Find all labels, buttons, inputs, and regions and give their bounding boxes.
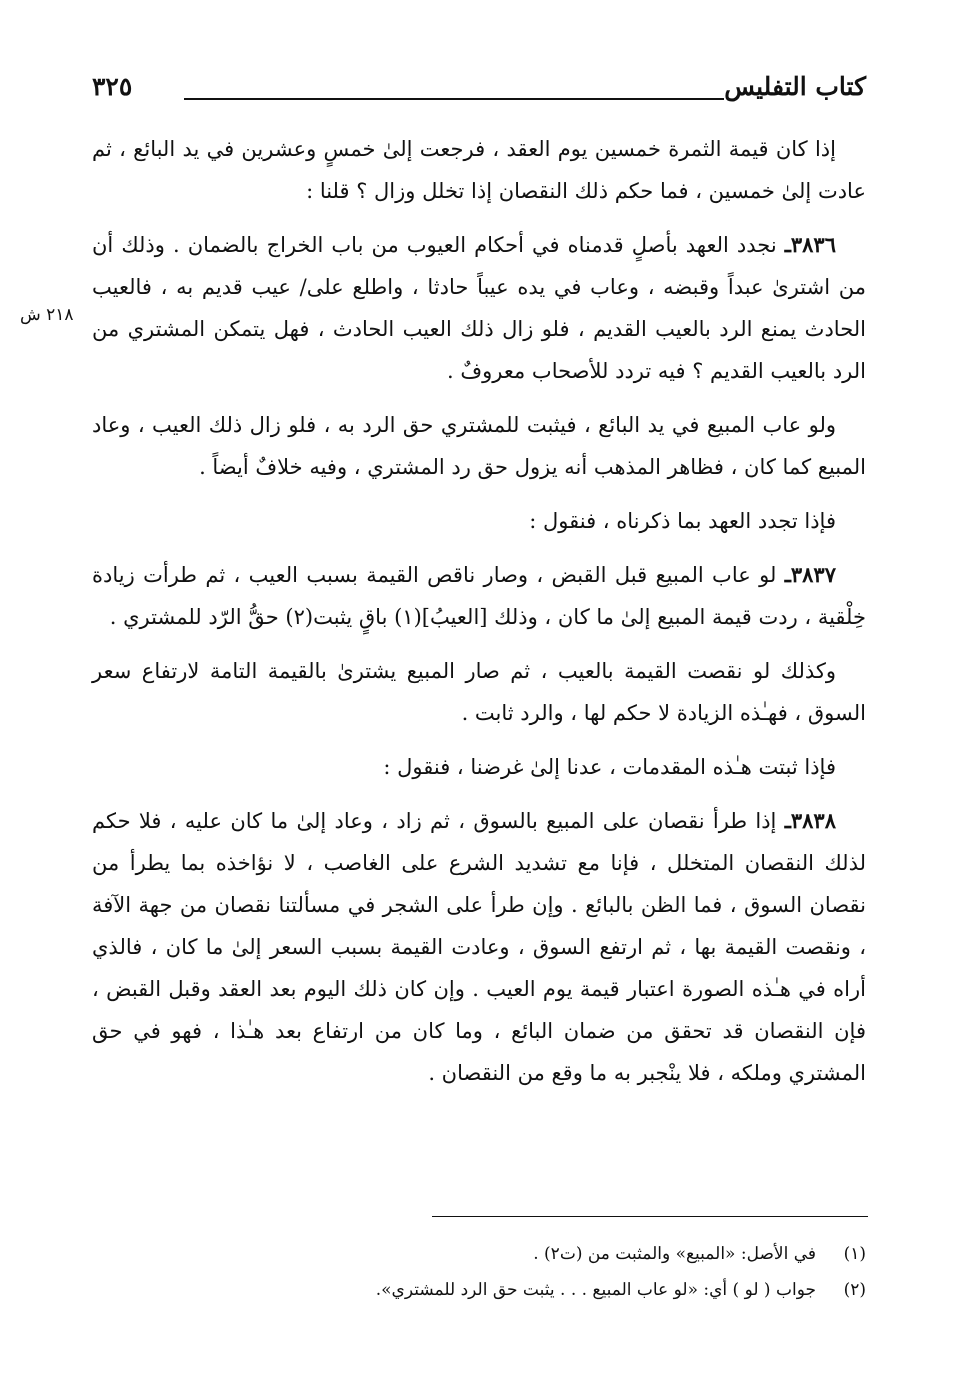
paragraph-text: وكذلك لو نقصت القيمة بالعيب ، ثم صار المبيع يشترىٰ بالقيمة التامة لارتفاع سعر السوق ، فهـٰذه الزيادة لا حكم لها ، والرد ثابت . (92, 659, 866, 725)
numbered-paragraph (92, 554, 866, 638)
footnote-rule (432, 1216, 868, 1217)
main-text (92, 128, 866, 1106)
paragraph-number: ٣٨٣٦ـ (784, 232, 836, 257)
footnote-mark: (٢) (843, 1280, 866, 1300)
page-number: ٣٢٥ (92, 72, 133, 101)
paragraph (92, 404, 866, 488)
paragraph-text: نجدد العهد بأصلٍ قدمناه في أحكام العيوب من باب الخراج بالضمان . وذلك أن من اشترىٰ عبداً وقبضه ، وعاب في يده عيباً حادثا ، واطلع على/ عيب قديم به ، فالعيب الحادث يمنع الرد بالعيب القديم ، فلو زال ذلك العيب الحادث ، فهل يتمكن المشتري من الرد بالعيب القديم ؟ فيه تردد للأصحاب معروفٌ . (92, 233, 866, 383)
margin-note: ٢١٨ ش (20, 305, 74, 325)
numbered-paragraph (92, 224, 866, 392)
footnote (92, 1236, 866, 1272)
paragraph-text: لو عاب المبيع قبل القبض ، وصار ناقص القيمة بسبب العيب ، ثم طرأت زيادة خِلْقية ، ردت قيمة المبيع إلىٰ ما كان ، وذلك [العيبُ](١) باقٍ يثبت(٢) حقُّ الرّد للمشتري . (92, 563, 866, 629)
paragraph-number: ٣٨٣٨ـ (784, 808, 836, 833)
paragraph-text: فإذا ثبتت هـٰذه المقدمات ، عدنا إلىٰ غرضنا ، فنقول : (383, 755, 836, 779)
running-title: كتاب التفليس (724, 72, 866, 101)
footnote-text: جواب ( لو ) أي: «لو عاب المبيع . . . يثبت حق الرد للمشتري». (375, 1280, 816, 1300)
paragraph (92, 128, 866, 212)
page-header (92, 72, 866, 112)
header-rule (184, 98, 724, 100)
paragraph-text: فإذا تجدد العهد بما ذكرناه ، فنقول : (529, 509, 836, 533)
paragraph-text: إذا كان قيمة الثمرة خمسين يوم العقد ، فرجعت إلىٰ خمسٍ وعشرين في يد البائع ، ثم عادت إلىٰ خمسين ، فما حكم ذلك النقصان إذا تخلل وزال ؟ قلنا : (92, 137, 866, 203)
footnotes (92, 1236, 866, 1308)
footnote (92, 1272, 866, 1308)
paragraph (92, 650, 866, 734)
paragraph-text: ولو عاب المبيع في يد البائع ، فيثبت للمشتري حق الرد به ، فلو زال ذلك العيب ، وعاد المبيع كما كان ، فظاهر المذهب أنه يزول حق رد المشتري ، وفيه خلافٌ أيضاً . (92, 413, 866, 479)
paragraph (92, 500, 866, 542)
footnote-text: في الأصل: «المبيع» والمثبت من (ت٢) . (533, 1244, 816, 1264)
footnote-mark: (١) (843, 1244, 866, 1264)
paragraph-number: ٣٨٣٧ـ (784, 562, 836, 587)
paragraph (92, 746, 866, 788)
paragraph-text: إذا طرأ نقصان على المبيع بالسوق ، ثم زاد ، وعاد إلىٰ ما كان عليه ، فلا حكم لذلك النقصان المتخلل ، فإنا مع تشديد الشرع على الغاصب ، لا نؤاخذه بما يطرأ من نقصان السوق ، فما الظن بالبائع . وإن طرأ على الشجر في مسألتنا نقصان من جهة الآفة ، ونقصت القيمة بها ، ثم ارتفع السوق ، وعادت القيمة بسبب السعر إلىٰ ما كان ، فالذي أراه في هـٰذه الصورة اعتبار قيمة يوم العيب . وإن كان ذلك اليوم بعد العقد وقبل القبض ، فإن النقصان قد تحقق من ضمان البائع ، وما كان من ارتفاع بعد هـٰذا ، فهو في حق المشتري وملكه ، فلا ينْجبر به ما وقع من النقصان . (92, 809, 866, 1085)
numbered-paragraph (92, 800, 866, 1094)
